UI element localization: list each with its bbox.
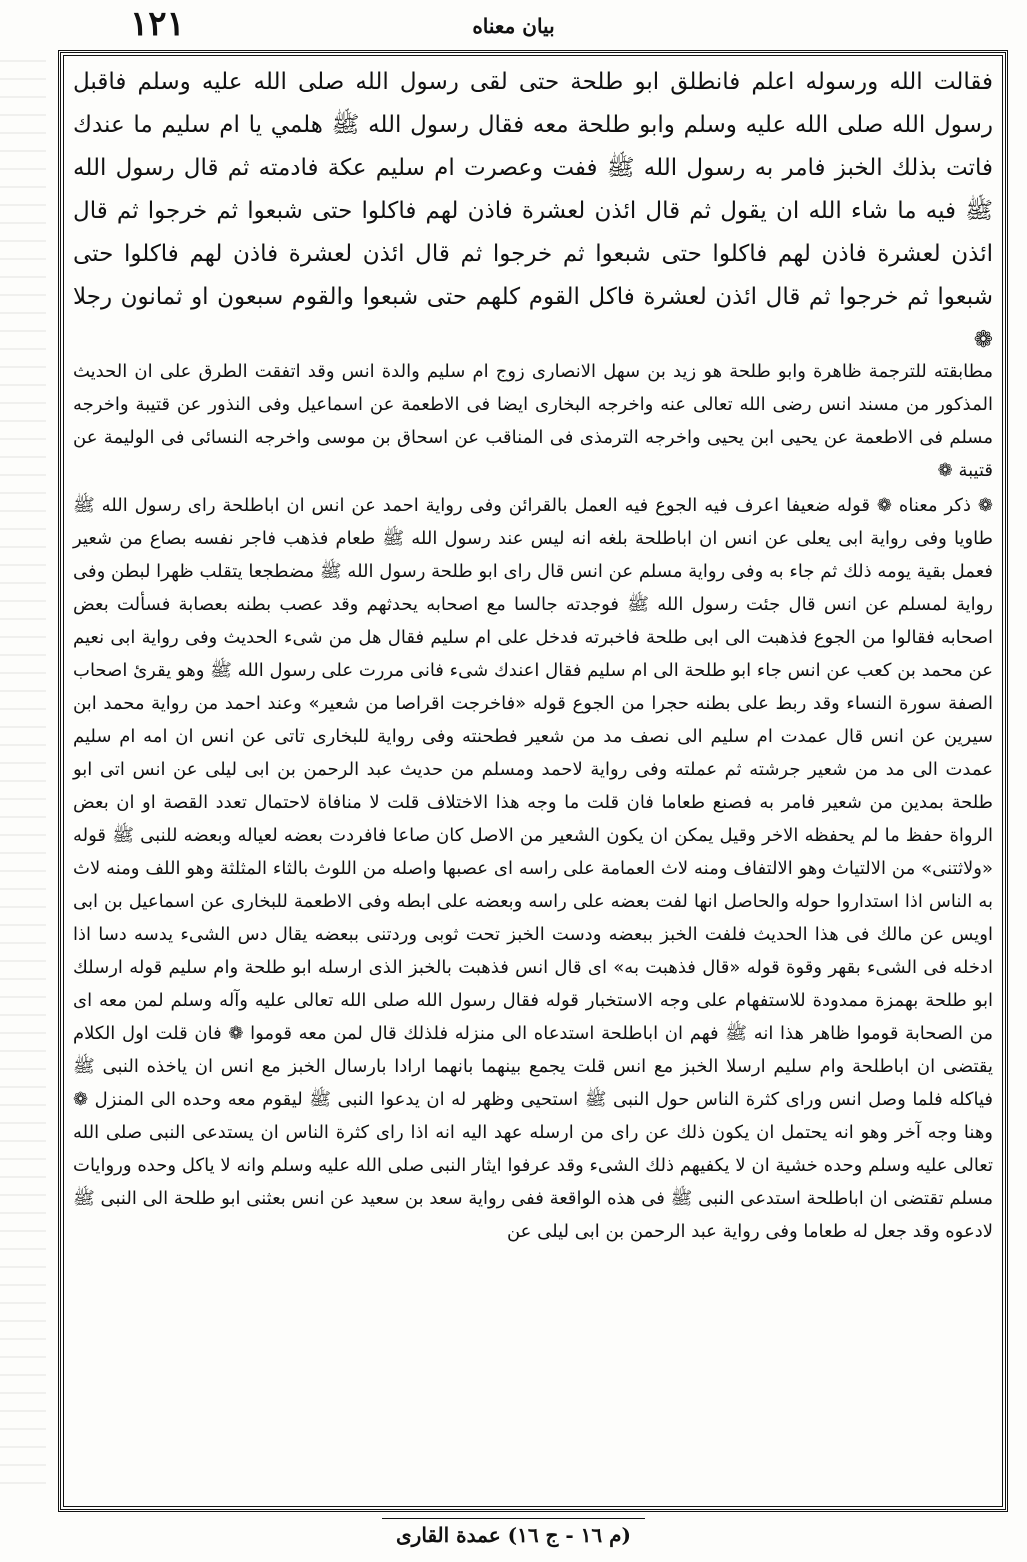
page-footer (0, 1518, 1027, 1547)
running-head: بیان معناه (472, 14, 555, 38)
hadith-text: فقالت الله ورسوله اعلم فانطلق ابو طلحة حتى لقى رسول الله صلى الله عليه وسلم فاقبل رسول الله صلى الله عليه وسلم وابو طلحة معه فقال رسول الله ﷺ هلمي يا ام سليم ما عندك فاتت بذلك الخبز فامر به رسول الله ﷺ ففت وعصرت ام سليم عكة فادمته ثم قال رسول الله ﷺ فيه ما شاء الله ان يقول ثم قال ائذن لعشرة فاذن لهم فاكلوا حتى شبعوا ثم خرجوا ثم قال ائذن لعشرة فاذن لهم فاكلوا حتى شبعوا ثم خرجوا ثم قال ائذن لعشرة فاذن لهم فاكلوا حتى شبعوا ثم خرجوا ثم قال ائذن لعشرة فاكل القوم كلهم حتى شبعوا والقوم سبعون او ثمانون رجلا ❁ (73, 69, 993, 353)
scan-margin-bleed (0, 60, 46, 1500)
commentary-paragraph: ❁ ذکر معناه ❁ قوله ضعیفا اعرف فیه الجوع فیه العمل بالقرائن وفی روایة احمد عن انس ان اباطلحة رای رسول الله ﷺ طاویا وفی روایة ابی یعلی عن انس ان اباطلحة بلغه انه لیس عند رسول الله ﷺ طعام فذهب فاجر نفسه بصاع من شعیر فعمل بقیة یومه ذلك ثم جاء به وفی روایة مسلم عن انس قال رای ابو طلحة رسول الله ﷺ مضطجعا یتقلب ظهرا لبطن وفی روایة لمسلم عن انس قال جئت رسول الله ﷺ فوجدته جالسا مع اصحابه یحدثهم وقد عصب بطنه بعصابة فسألت بعض اصحابه فقالوا من الجوع فذهبت الی ابی طلحة فاخبرته فدخل علی ام سلیم فقال هل من شیء الحدیث وفی روایة ابی نعیم عن محمد بن کعب عن انس جاء ابو طلحة الی ام سلیم فقال اعندك شیء فانی مررت علی رسول الله ﷺ وهو یقرئ اصحاب الصفة سورة النساء وقد ربط علی بطنه حجرا من الجوع قوله «فاخرجت اقراصا من شعیر» وعند احمد من روایة محمد ابن سیرین عن انس قال عمدت ام سلیم الی نصف مد من شعیر فطحنته وفی روایة للبخاری تاتی عن انس ان امه ام سلیم عمدت الی مد من شعیر جرشته ثم عملته وفی روایة لاحمد ومسلم من حدیث عبد الرحمن بن ابی لیلی عن انس اتی ابو طلحة بمدین من شعیر فامر به فصنع طعاما فان قلت ما وجه هذا الاختلاف قلت لا منافاة لاحتمال تعدد القصة او ان بعض الرواة حفظ ما لم یحفظه الاخر وقیل یمکن ان یکون الشعیر من الاصل کان صاعا فافردت بعضه لعیاله وبعضه للنبی ﷺ قوله «ولاثتنی» من الالتیاث وهو الالتفاف ومنه لاث العمامة علی راسه ای عصبها واصله من اللوث بالثاء المثلثة وهو اللف ومنه لاث به الناس اذا استداروا حوله والحاصل انها لفت بعضه علی راسه وبعضه علی ابطه وفی الاطعمة للبخاری عن اسماعیل بن ابی اویس عن مالك فی هذا الحدیث فلفت الخبز ببعضه ودست الخبز تحت ثوبی وردتنی ببعضه یقال دس الشیء یدسه دسا اذا ادخله فی الشیء بقهر وقوة قوله «قال فذهبت به» ای قال انس فذهبت بالخبز الذی ارسله ابو طلحة وام سلیم قوله ارسلك ابو طلحة بهمزة ممدودة للاستفهام علی وجه الاستخبار قوله فقال رسول الله صلی الله تعالی علیه وآله وسلم لمن معه ای من الصحابة قوموا ظاهر هذا انه ﷺ فهم ان اباطلحة استدعاه الی منزله فلذلك قال لمن معه قوموا ❁ فان قلت اول الکلام یقتضی ان اباطلحة وام سلیم ارسلا الخبز مع انس قلت یجمع بینهما بانهما ارادا بارسال الخبز مع انس ان یاخذه النبی ﷺ فیاکله فلما وصل انس ورای کثرة الناس حول النبی ﷺ استحیی وظهر له ان یدعوا النبی ﷺ لیقوم معه وحده الی المنزل ❁ وهنا وجه آخر وهو انه یحتمل ان یکون ذلك عن رای من ارسله عهد الیه انه اذا رای کثرة الناس ان یستدعی النبی صلی الله تعالی علیه وسلم وحده خشیة ان لا یکفیهم ذلك الشیء وقد عرفوا ایثار النبی صلی الله علیه وسلم وانه لا یاکل وحده وروایات مسلم تقتضی ان اباطلحة استدعی النبی ﷺ فی هذه الواقعة ففی روایة سعد بن سعید عن انس بعثنی ابو طلحة الی النبی ﷺ لادعوه وقد جعل له طعاما وفی روایة عبد الرحمن بن ابی لیلی عن (73, 495, 993, 1242)
page-number: ١٢١ (130, 4, 185, 44)
commentary-paragraph: مطابقته للترجمة ظاهرة وابو طلحة هو زيد بن سهل الانصاری زوج ام سلیم والدة انس وقد اتفقت الطرق علی ان الحدیث المذکور من مسند انس رضی الله تعالی عنه واخرجه البخاری ایضا فی الاطعمة عن اسماعیل وفی النذور عن قتیبة واخرجه مسلم فی الاطعمة عن یحیی ابن یحیی واخرجه الترمذی فی المناقب عن اسحاق بن موسی واخرجه النسائی فی الولیمة عن قتیبة ❁ (73, 361, 993, 481)
commentary (71, 355, 995, 1250)
volume-signature: (م ١٦ - ج ١٦) عمدة القاری (382, 1518, 645, 1547)
text-body (71, 61, 995, 1501)
page-header (60, 4, 967, 48)
text-frame (58, 50, 1008, 1512)
